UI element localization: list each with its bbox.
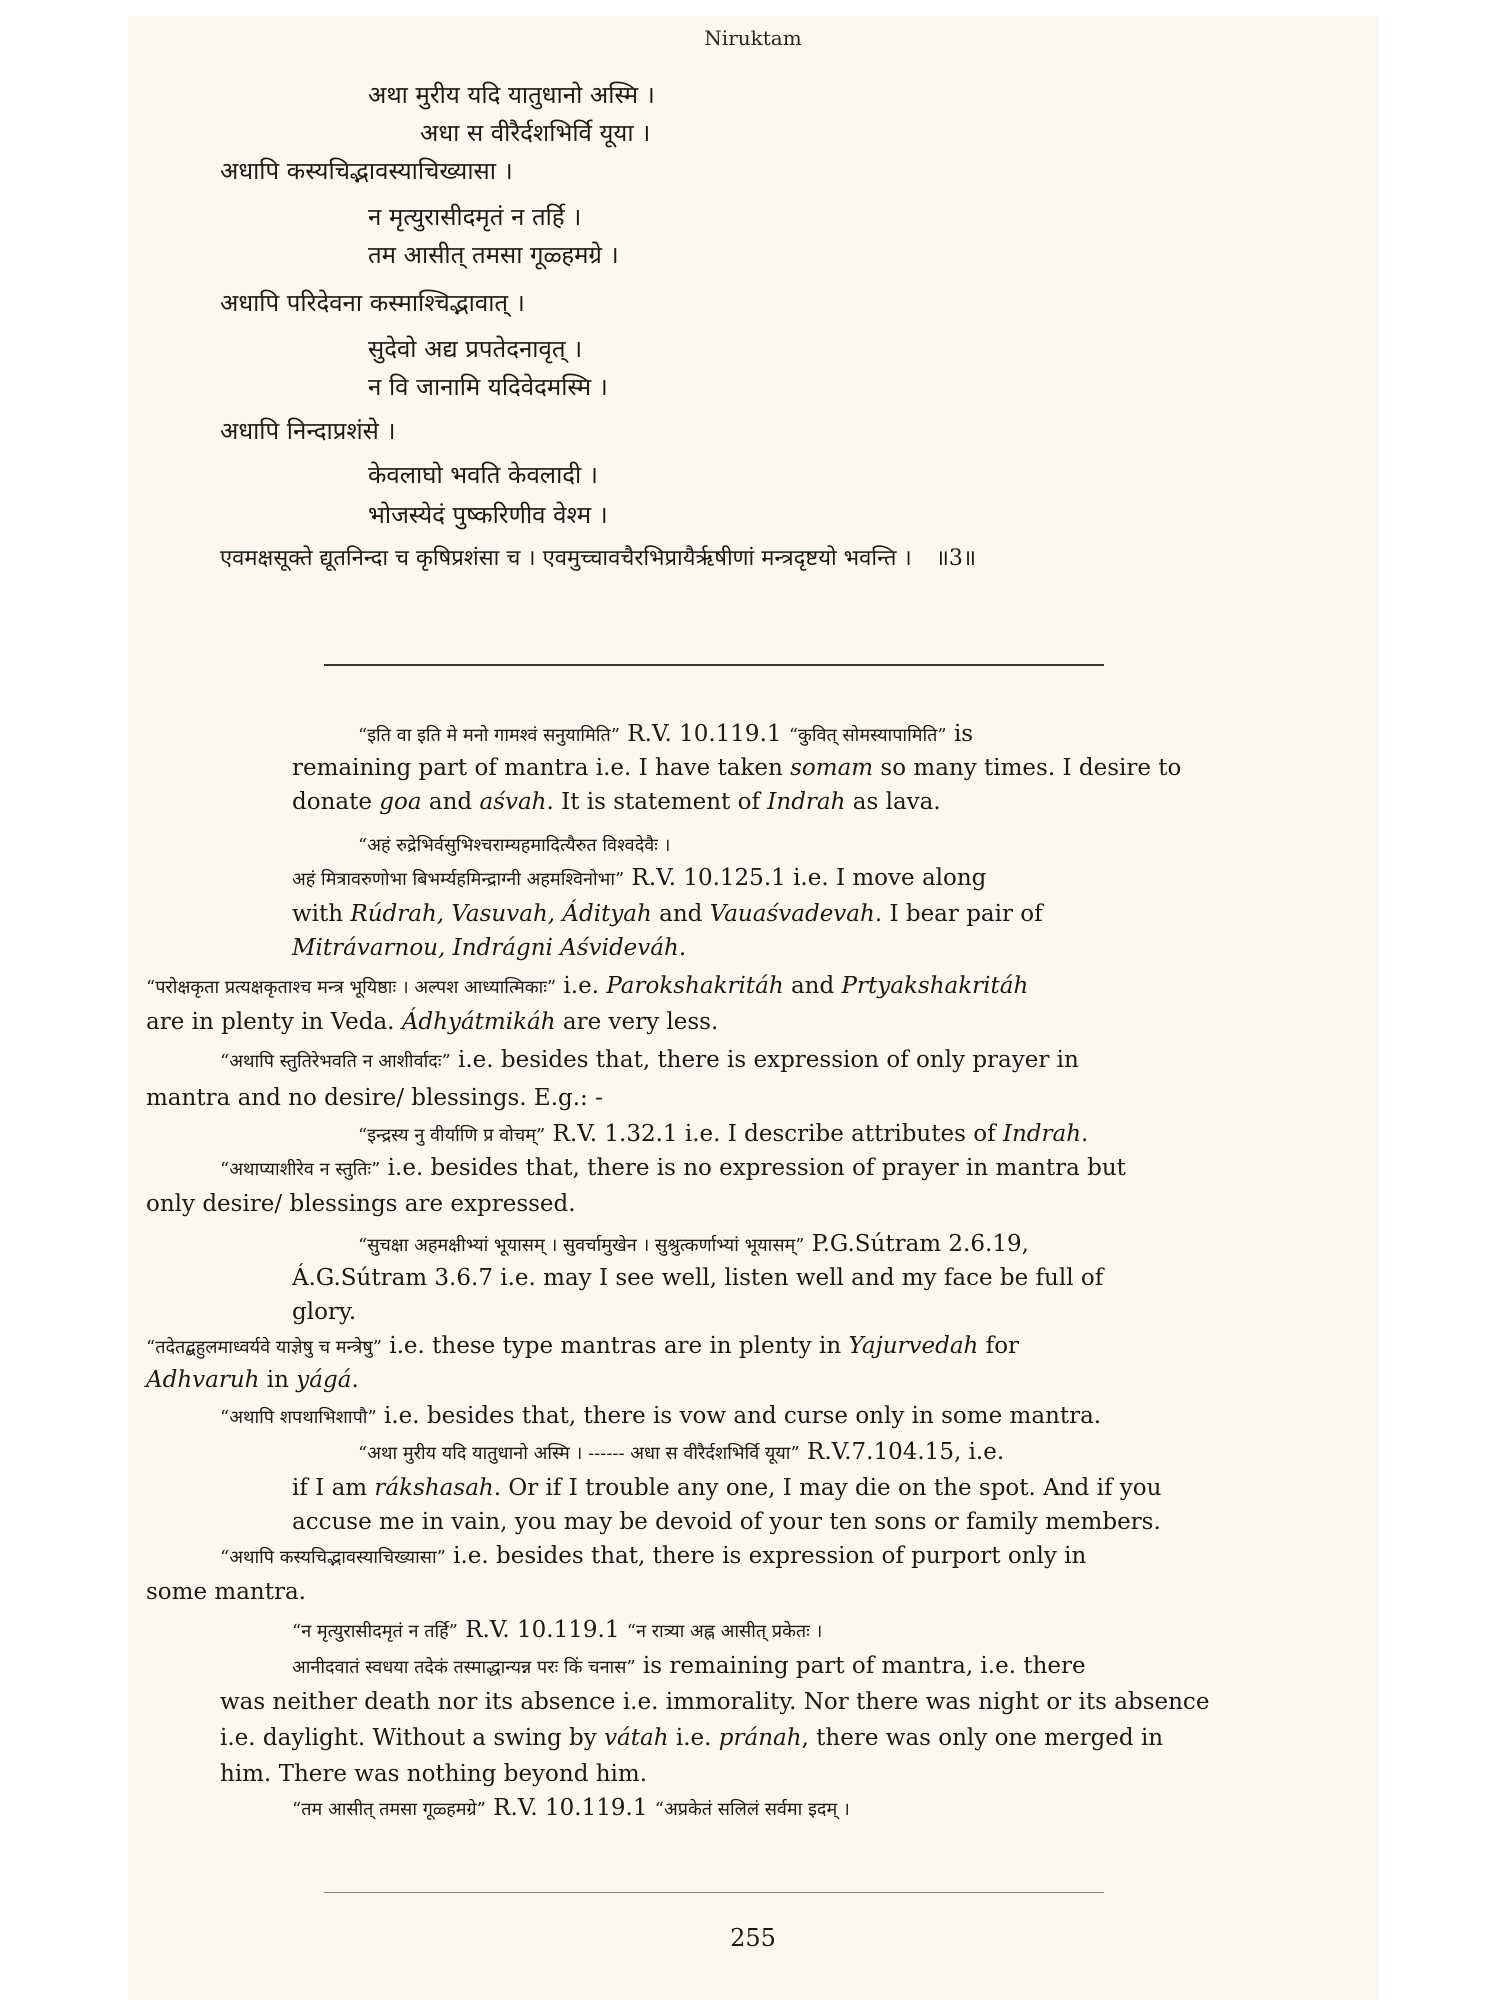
verse-line: न मृत्युरासीदमृतं न तर्हि ।: [368, 203, 582, 231]
verse-number-marker: ॥3॥: [935, 546, 977, 571]
verse-line: अधापि निन्दाप्रशंसे ।: [220, 417, 396, 445]
note-line: mantra and no desire/ blessings. E.g.: -: [146, 1085, 603, 1111]
page-number: 255: [730, 1924, 776, 1952]
note-line: अहं मित्रावरुणोभा बिभर्म्यहमिन्द्राग्नी अहमश्विनोभा” R.V. 10.125.1 i.e. I move along: [292, 865, 987, 891]
note-line: donate goa and aśvah. It is statement of Indrah as lava.: [292, 789, 941, 815]
book-page: [128, 16, 1378, 2000]
note-line: “अहं रुद्रेभिर्वसुभिश्चराम्यहमादित्यैरुत विश्वदेवैः ।: [358, 835, 671, 856]
note-line: “अथापि स्तुतिरेभवति न आशीर्वादः” i.e. besides that, there is expression of only prayer in: [220, 1047, 1079, 1073]
note-line: was neither death nor its absence i.e. immorality. Nor there was night or its absence: [220, 1689, 1210, 1715]
verse-line: सुदेवो अद्य प्रपतेदनावृत् ।: [368, 335, 583, 363]
note-line: आनीदवातं स्वधया तदेकं तस्माद्धान्यन्न परः किं चनास” is remaining part of mantra, i.e. there: [292, 1653, 1086, 1679]
verse-line: अथा मुरीय यदि यातुधानो अस्मि ।: [368, 81, 655, 109]
note-line: accuse me in vain, you may be devoid of your ten sons or family members.: [292, 1509, 1161, 1535]
verse-line: अधा स वीरैर्दशभिर्वि यूया ।: [420, 119, 651, 147]
note-line: “तम आसीत् तमसा गूळ्हमग्रे” R.V. 10.119.1 “अप्रकेतं सलिलं सर्वमा इदम् ।: [292, 1795, 850, 1821]
note-line: “इन्द्रस्य नु वीर्याणि प्र वोचम्” R.V. 1.32.1 i.e. I describe attributes of Indrah.: [358, 1121, 1089, 1147]
verse-line: भोजस्येदं पुष्करिणीव वेश्म ।: [368, 501, 608, 529]
verse-line: तम आसीत् तमसा गूळ्हमग्रे ।: [368, 241, 619, 269]
note-line: with Rúdrah, Vasuvah, Ádityah and Vauaśvadevah. I bear pair of: [292, 901, 1043, 927]
note-line: “परोक्षकृता प्रत्यक्षकृताश्च मन्त्र भूयिष्ठाः । अल्पश आध्यात्मिकाः” i.e. Parokshakritáh and Prtyakshakritáh: [146, 973, 1029, 999]
note-line: some mantra.: [146, 1579, 306, 1605]
note-line: “अथा मुरीय यदि यातुधानो अस्मि । ------ अधा स वीरैर्दशभिर्वि यूया” R.V.7.104.15, i.e.: [358, 1439, 1005, 1465]
verse-line: अधापि परिदेवना कस्माश्चिद्भावात् ।: [220, 289, 525, 317]
verse-line: अधापि कस्यचिद्भावस्याचिख्यासा ।: [220, 157, 513, 185]
note-line: “अथाप्याशीरेव न स्तुतिः” i.e. besides that, there is no expression of prayer in mantra but: [220, 1155, 1126, 1181]
section-divider: [324, 664, 1104, 666]
note-line: are in plenty in Veda. Ádhyátmikáh are very less.: [146, 1009, 719, 1035]
note-line: “इति वा इति मे मनो गामश्वं सनुयामिति” R.V. 10.119.1 “कुवित् सोमस्यापामिति” is: [358, 721, 974, 747]
note-line: him. There was nothing beyond him.: [220, 1761, 648, 1787]
note-line: only desire/ blessings are expressed.: [146, 1191, 576, 1217]
note-line: Adhvaruh in yágá.: [146, 1367, 359, 1393]
note-line: Á.G.Sútram 3.6.7 i.e. may I see well, listen well and my face be full of: [292, 1265, 1104, 1291]
verse-line: न वि जानामि यदिवेदमस्मि ।: [368, 373, 608, 401]
verse-final-text: एवमक्षसूक्ते द्यूतनिन्दा च कृषिप्रशंसा च । एवमुच्चावचैरभिप्रायैर्ऋषीणां मन्त्रदृष्टयो भवन्ति ।: [220, 546, 912, 571]
note-line: remaining part of mantra i.e. I have taken somam so many times. I desire to: [292, 755, 1182, 781]
running-title: Niruktam: [704, 26, 802, 50]
footer-divider: [324, 1892, 1104, 1893]
note-line: Mitrávarnou, Indrágni Aśvideváh.: [292, 935, 687, 961]
note-line: “तदेतद्बहुलमाध्वर्यवे याज्ञेषु च मन्त्रेषु” i.e. these type mantras are in plenty in Yajurvedah for: [146, 1333, 1020, 1359]
note-line: “सुचक्षा अहमक्षीभ्यां भूयासम् । सुवर्चामुखेन । सुश्रुत्कर्णाभ्यां भूयासम्” P.G.Sútram 2.6.19,: [358, 1231, 1029, 1257]
note-line: glory.: [292, 1299, 357, 1325]
note-line: i.e. daylight. Without a swing by vátah i.e. pránah, there was only one merged in: [220, 1725, 1164, 1751]
note-line: “न मृत्युरासीदमृतं न तर्हि” R.V. 10.119.1 “न रात्र्या अह्न आसीत् प्रकेतः ।: [292, 1617, 823, 1643]
verse-line-final: [220, 540, 976, 578]
verse-line: केवलाघो भवति केवलादी ।: [368, 461, 598, 489]
note-line: if I am rákshasah. Or if I trouble any one, I may die on the spot. And if you: [292, 1475, 1162, 1501]
note-line: “अथापि शपथाभिशापौ” i.e. besides that, there is vow and curse only in some mantra.: [220, 1403, 1102, 1429]
note-line: “अथापि कस्यचिद्भावस्याचिख्यासा” i.e. besides that, there is expression of purport only in: [220, 1543, 1087, 1569]
